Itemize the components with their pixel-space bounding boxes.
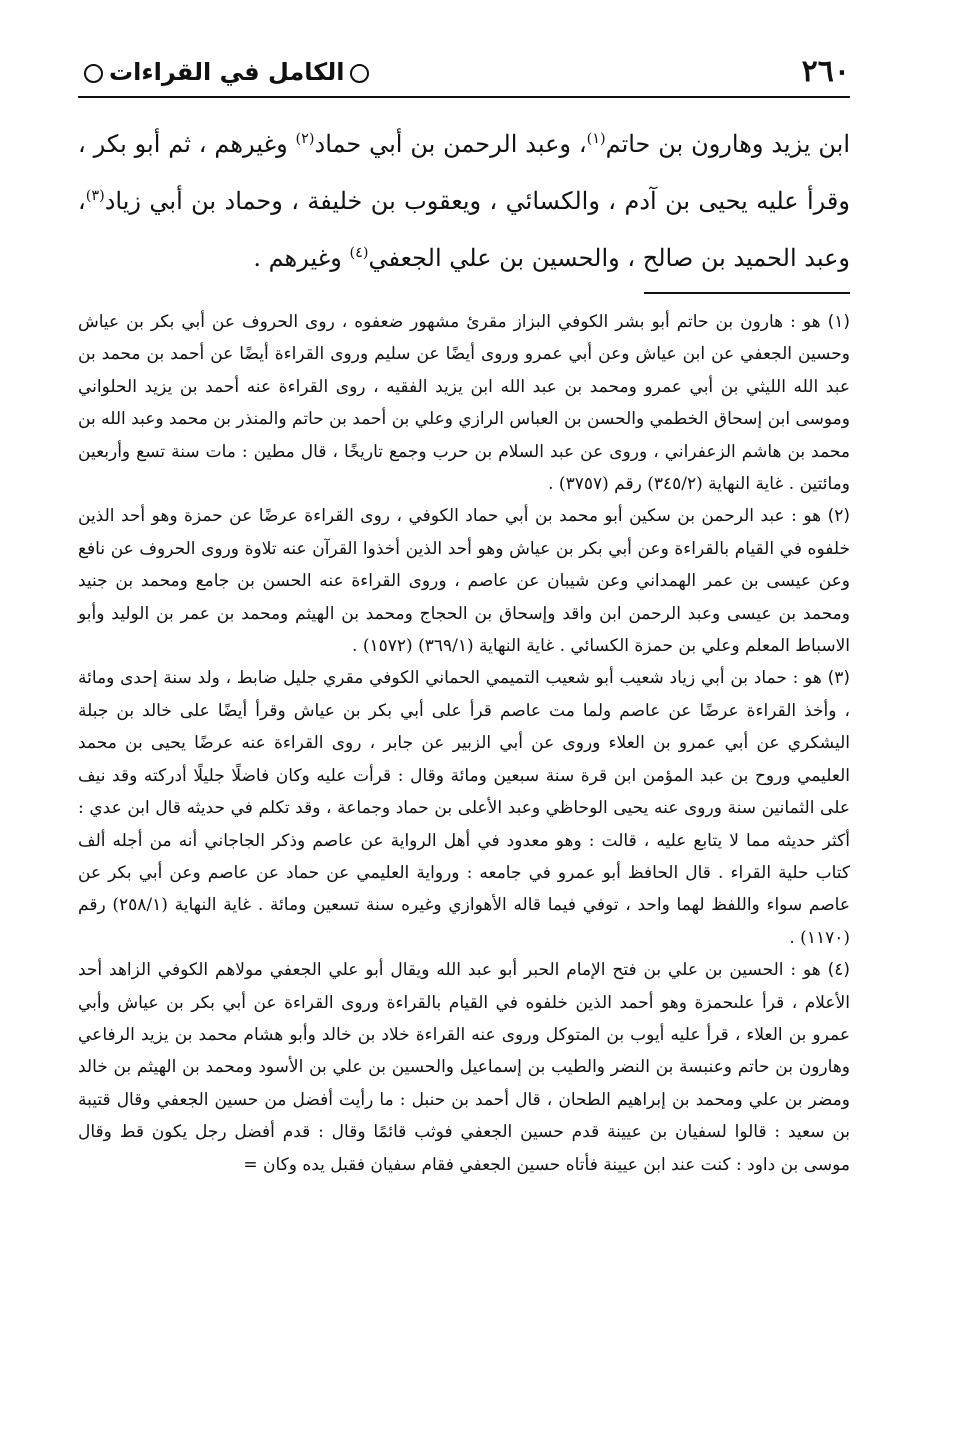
running-title-text: الكامل في القراءات	[109, 58, 345, 86]
footnote-number: (٣)	[827, 668, 850, 689]
main-text-segment: وغيرهم .	[253, 244, 350, 272]
footnote-text: هو : حماد بن أبي زياد شعيب أبو شعيب التميمي الحماني الكوفي مقري جليل ضابط ، ولد سنة إحدى ومائة ، وأخذ القراءة عرضًا عن عاصم ولما مت عاصم قرأ على أبي بكر بن عياش وقرأ أيضًا على خالد بن جبلة اليشكري عن أبي عمرو بن العلاء وروى عن أبي الزبير عن جابر ، روى القراءة عنه عرضًا يحيى بن محمد العليمي وروح بن عبد المؤمن ابن قرة سنة سبعين ومائة وقال : قرأت عليه وكان فاضلًا جليلًا أدركته وقد نيف على الثمانين سنة وروى عنه يحيى الوحاظي وعبد الأعلى بن حماد وجماعة ، وقد تكلم في حديثه قال ابن عدي : أكثر حديثه مما لا يتابع عليه ، قالت : وهو معدود في أهل الرواية عن عاصم وذكر الجاجاني أنه من أجله ألف كتاب حلية القراء . قال الحافظ أبو عمرو في جامعه : ورواية العليمي عن حماد عن عاصم وعن أبي بكر عن عاصم سواء واللفظ لهما واحد ، توفي فيما قاله الأهوازي وغيره سنة تسعين ومائة . غاية النهاية (٢٥٨/١) رقم (١١٧٠) .	[78, 668, 851, 948]
page-header	[78, 54, 850, 94]
main-text-segment: ، وعبد الرحمن بن أبي حماد	[314, 130, 587, 158]
header-rule	[78, 96, 850, 98]
running-title	[78, 56, 375, 88]
footnote-text: هو : عبد الرحمن بن سكين أبو محمد بن أبي حماد الكوفي ، روى القراءة عرضًا عن حمزة وهو أحد الذين خلفوه في القيام بالقراءة وعن أبي بكر بن عياش وهو أحد الذين أخذوا القرآن عنه تلاوة وروى الحروف عن نافع وعن عيسى بن عمر الهمداني وعن شيبان عن عاصم ، وروى القراءة عنه الحسن بن جامع ومحمد بن جنيد ومحمد بن عيسى وعبد الرحمن ابن واقد وإسحاق بن الحجاج ومحمد بن الهيثم ومحمد بن عمر بن الوليد وأبو الاسباط المعلم وعلي بن حمزة الكسائي . غاية النهاية (٣٦٩/١) (١٥٧٢) .	[78, 506, 850, 657]
footnote-number: (٤)	[827, 960, 850, 981]
footnote-number: (١)	[827, 312, 850, 332]
footnote-2	[78, 500, 850, 662]
footnote-number: (٢)	[827, 506, 850, 527]
circle-ornament-icon	[84, 64, 103, 83]
footnote-ref: (٢)	[295, 131, 315, 147]
footnote-ref: (٣)	[85, 188, 105, 204]
main-paragraph	[78, 116, 850, 287]
main-text-segment: ، وعبد الحميد بن صالح ، والحسين بن علي الجعفي	[78, 187, 850, 272]
page-number: ٢٦٠	[801, 54, 850, 89]
footnote-text: هو : الحسين بن علي بن فتح الإمام الحبر أبو عبد الله ويقال أبو علي الجعفي مولاهم الكوفي الزاهد أحد الأعلام ، قرأ علىحمزة وهو أحمد الذين خلفوه في القيام بالقراءة وروى القراءة عن أبي بكر بن عياش وأبي عمرو بن العلاء ، قرأ عليه أيوب بن المتوكل وروى عنه القراءة خلاد بن خالد وأبو هشام محمد بن يزيد الرفاعي وهارون بن حاتم وعنبسة بن النضر والطيب بن إسماعيل والحسين بن علي بن الأسود ومحمد بن الهيثم بن خالد ومضر بن علي ومحمد بن إبراهيم الطحان ، قال أحمد بن حنبل : ما رأيت أفضل من حسين الجعفي وقال قتيبة بن سعيد : قالوا لسفيان بن عيينة قدم حسين الجعفي فوثب قائمًا وقال : قدم أفضل رجل يكون قط وقال موسى بن داود : كنت عند ابن عيينة فأتاه حسين الجعفي فقام سفيان فقبل يده وكان =	[78, 960, 850, 1175]
footnote-ref: (١)	[586, 131, 606, 147]
footnote-4	[78, 954, 850, 1181]
footnote-1	[78, 306, 850, 500]
main-text-segment: ابن يزيد وهارون بن حاتم	[605, 130, 851, 158]
main-text-segment: وغيرهم ، ثم أبو بكر ، وقرأ عليه يحيى بن آدم ، والكسائي ، ويعقوب بن خليفة ، وحماد بن أبي زياد	[78, 130, 850, 215]
main-text	[78, 116, 850, 287]
footnote-separator	[644, 292, 850, 294]
footnote-3	[78, 662, 850, 954]
footnote-ref: (٤)	[349, 245, 369, 261]
footnotes	[78, 306, 850, 1181]
circle-ornament-icon	[350, 64, 369, 83]
footnote-text: هو : هارون بن حاتم أبو بشر الكوفي البزاز مقرئ مشهور ضعفوه ، روى الحروف عن أبي بكر بن عياش وحسين الجعفي عن ابن عياش وعن أبي عمرو وروى أيضًا عن سليم وروى القراءة أيضًا عن أحمد بن محمد بن عبد الله الليثي بن أبي عمرو ومحمد بن عبد الله ابن يزيد الفقيه ، روى القراءة عنه أحمد بن يزيد الحلواني وموسى ابن إسحاق الخطمي والحسن بن العباس الرازي وعلي بن أحمد بن حاتم والمنذر بن محمد وعبد الله بن محمد بن هاشم الزعفراني ، وروى عن عبد السلام بن حرب وجمع تاريخًا ، قال مطين : مات سنة تسع وأربعين ومائتين . غاية النهاية (٣٤٥/٢) رقم (٣٧٥٧) .	[78, 312, 850, 495]
